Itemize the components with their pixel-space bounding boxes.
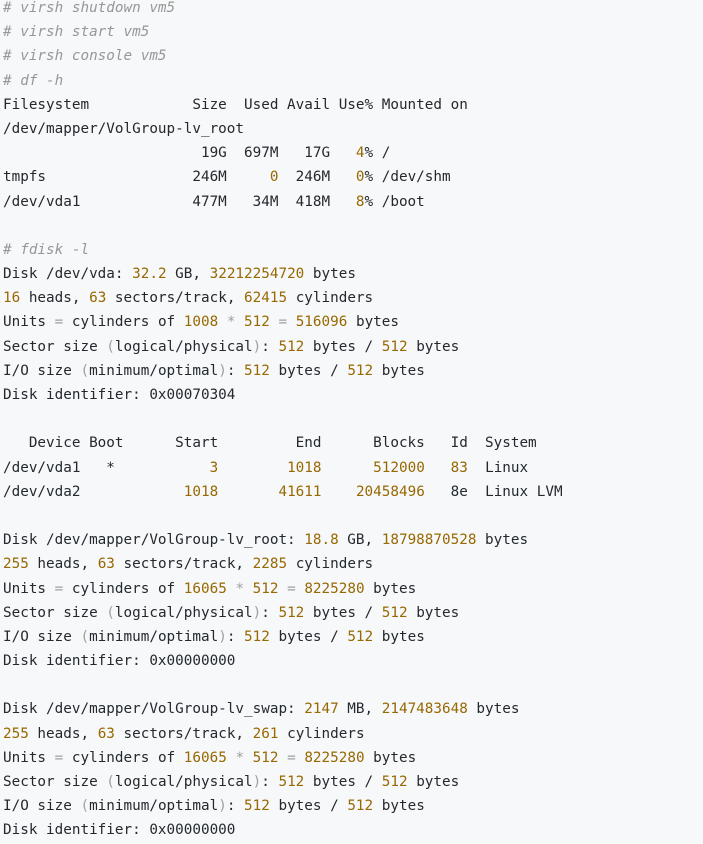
code-line xyxy=(3,69,703,93)
code-text: % / xyxy=(364,145,391,162)
code-line xyxy=(3,44,703,68)
code-number: 2147483648 xyxy=(381,701,468,718)
code-text: GB, xyxy=(338,532,382,549)
code-line xyxy=(3,262,703,286)
code-text: bytes xyxy=(407,774,460,790)
code-text: : xyxy=(261,774,279,790)
code-text: cylinders xyxy=(287,290,374,307)
code-operator: ( xyxy=(80,798,90,815)
code-text: Device Boot Start End Blocks Id System xyxy=(3,435,537,452)
code-comment: # virsh console vm5 xyxy=(3,48,167,65)
code-comment: # df -h xyxy=(3,72,64,89)
code-number: 1018 xyxy=(183,483,219,500)
code-number: 512 xyxy=(244,628,270,645)
code-number: 2285 xyxy=(252,556,288,573)
code-line xyxy=(3,456,703,480)
code-number: 16 xyxy=(3,290,21,307)
code-operator: = xyxy=(54,580,64,597)
code-operator: ) xyxy=(218,628,227,645)
code-number: 512 xyxy=(278,338,305,355)
code-text: 19G 697M 17G xyxy=(3,145,356,162)
code-text: sectors/track, xyxy=(114,556,253,573)
code-text: GB, xyxy=(166,266,210,283)
code-number: 32212254720 xyxy=(209,266,305,283)
code-line xyxy=(3,238,703,262)
code-text xyxy=(218,460,287,476)
code-number: 3 xyxy=(209,459,219,476)
code-text: : xyxy=(226,362,245,379)
code-line xyxy=(3,601,703,625)
code-number: 41611 xyxy=(278,483,322,500)
code-text: Sector size xyxy=(3,604,107,621)
code-operator: ( xyxy=(106,338,115,355)
code-comment: # virsh start vm5 xyxy=(3,24,150,41)
code-text: bytes xyxy=(364,749,417,766)
code-text: bytes xyxy=(373,798,425,815)
code-text xyxy=(278,581,287,597)
code-text: heads, xyxy=(28,556,98,573)
code-text: % /dev/shm xyxy=(364,169,451,186)
code-text: sectors/track, xyxy=(106,290,245,307)
code-text: logical/physical xyxy=(114,338,253,355)
blank-line xyxy=(3,504,703,528)
code-text: /dev/mapper/VolGroup-lv_root xyxy=(3,120,245,137)
code-number: 16065 xyxy=(183,580,227,597)
code-number: 512 xyxy=(244,362,270,379)
code-text: 8e Linux LVM xyxy=(424,483,563,500)
code-text: logical/physical xyxy=(114,774,253,790)
code-lines xyxy=(3,0,703,843)
code-line xyxy=(3,649,703,673)
code-line xyxy=(3,722,703,746)
code-text: bytes / xyxy=(304,604,382,621)
code-text: bytes xyxy=(476,532,529,549)
code-number: 8225280 xyxy=(304,580,365,597)
code-line xyxy=(3,359,703,383)
code-number: 512 xyxy=(244,798,270,815)
code-number: 512 xyxy=(244,314,270,331)
code-line xyxy=(3,286,703,310)
code-operator: ) xyxy=(252,604,262,621)
code-line xyxy=(3,431,703,455)
code-text: Sector size xyxy=(3,338,107,355)
code-number: 0 xyxy=(355,169,365,186)
code-number: 512 xyxy=(381,604,408,621)
code-number: 63 xyxy=(97,556,115,573)
code-operator: * xyxy=(226,314,236,331)
code-text: Disk /dev/mapper/VolGroup-lv_root: xyxy=(3,532,305,549)
code-text xyxy=(425,460,451,476)
code-line xyxy=(3,190,703,214)
code-line xyxy=(3,746,703,770)
code-number: 512 xyxy=(381,338,408,355)
code-text: MB, xyxy=(338,701,382,718)
code-operator: ( xyxy=(80,362,90,379)
code-operator: ( xyxy=(106,774,115,790)
code-number: 8225280 xyxy=(304,749,365,766)
code-text: : xyxy=(226,798,245,815)
code-text: Units xyxy=(3,749,55,766)
code-text: Disk identifier: 0x00070304 xyxy=(3,387,236,403)
code-number: 4 xyxy=(355,145,365,162)
code-line xyxy=(3,528,703,552)
code-text: bytes xyxy=(347,314,400,331)
code-text: cylinders of xyxy=(63,580,184,597)
code-line xyxy=(3,480,703,504)
code-line xyxy=(3,117,703,141)
code-operator: ) xyxy=(252,338,262,355)
code-operator: = xyxy=(54,314,64,331)
code-text: bytes xyxy=(373,628,425,645)
code-number: 83 xyxy=(450,459,468,476)
code-operator: = xyxy=(278,314,288,331)
blank-line xyxy=(3,214,703,238)
code-number: 63 xyxy=(89,290,107,307)
code-text: : xyxy=(226,628,245,645)
code-number: 512 xyxy=(252,749,279,766)
code-text: sectors/track, xyxy=(114,725,253,742)
code-text: bytes xyxy=(304,266,356,283)
code-text: : xyxy=(261,338,279,355)
code-line xyxy=(3,577,703,601)
code-text: I/O size xyxy=(3,362,81,379)
blank-line xyxy=(3,407,703,431)
code-text: /dev/vda1 477M 34M 418M xyxy=(3,193,356,210)
code-text: tmpfs 246M xyxy=(3,169,270,186)
code-text xyxy=(287,314,296,330)
code-text: Units xyxy=(3,314,55,331)
code-number: 516096 xyxy=(295,314,348,331)
code-text xyxy=(244,581,253,597)
code-text: heads, xyxy=(28,725,98,742)
code-number: 512 xyxy=(278,774,305,790)
code-text: Linux xyxy=(467,459,529,476)
code-operator: * xyxy=(235,580,245,597)
code-text: /dev/vda1 * xyxy=(3,459,210,476)
code-number: 1018 xyxy=(287,459,322,476)
code-text: cylinders of xyxy=(63,314,184,331)
code-text: Disk /dev/mapper/VolGroup-lv_swap: xyxy=(3,701,305,718)
code-number: 261 xyxy=(252,725,279,742)
code-line xyxy=(3,141,703,165)
code-line xyxy=(3,697,703,721)
code-number: 20458496 xyxy=(355,483,425,500)
code-number: 512 xyxy=(252,580,279,597)
code-number: 512 xyxy=(278,604,305,621)
code-number: 18.8 xyxy=(304,532,339,549)
code-text xyxy=(235,314,244,330)
code-number: 255 xyxy=(3,556,29,573)
code-number: 8 xyxy=(355,193,365,210)
code-operator: ) xyxy=(252,774,262,790)
code-comment: # fdisk -l xyxy=(3,241,90,258)
code-text: Units xyxy=(3,580,55,597)
code-text: minimum/optimal xyxy=(89,798,219,815)
code-text xyxy=(244,750,253,766)
code-line xyxy=(3,310,703,334)
code-number: 1008 xyxy=(183,314,219,331)
code-text: bytes / xyxy=(304,774,382,790)
code-text xyxy=(322,484,356,500)
code-text: Disk identifier: 0x00000000 xyxy=(3,653,236,670)
code-operator: ) xyxy=(218,798,227,815)
code-text xyxy=(218,314,227,330)
code-line xyxy=(3,818,703,842)
code-text: I/O size xyxy=(3,628,81,645)
code-line xyxy=(3,552,703,576)
code-text: logical/physical xyxy=(114,604,253,621)
code-text: bytes / xyxy=(269,628,348,645)
code-text: minimum/optimal xyxy=(89,628,219,645)
code-line xyxy=(3,770,703,794)
code-line xyxy=(3,794,703,818)
code-text: I/O size xyxy=(3,798,81,815)
code-comment: # virsh shutdown vm5 xyxy=(3,0,176,16)
code-text: 246M xyxy=(278,169,356,186)
code-text: cylinders xyxy=(278,725,365,742)
code-text: bytes xyxy=(364,580,417,597)
code-text: Filesystem Size Used Avail Use% Mounted on xyxy=(3,96,468,113)
code-text: Disk identifier: 0x00000000 xyxy=(3,822,236,839)
code-text: % /boot xyxy=(364,193,425,210)
code-text: /dev/vda2 xyxy=(3,483,184,500)
code-number: 18798870528 xyxy=(381,532,477,549)
code-line xyxy=(3,0,703,20)
code-text: heads, xyxy=(20,290,90,307)
code-line xyxy=(3,383,703,407)
code-number: 62415 xyxy=(244,290,288,307)
code-number: 512000 xyxy=(373,459,425,476)
code-text: bytes / xyxy=(269,798,348,815)
code-operator: = xyxy=(287,749,296,766)
code-operator: = xyxy=(54,749,64,766)
code-line xyxy=(3,20,703,44)
code-line xyxy=(3,625,703,649)
code-number: 63 xyxy=(97,725,115,742)
code-line xyxy=(3,93,703,117)
code-text: bytes xyxy=(373,362,425,379)
code-text: bytes xyxy=(407,338,460,355)
code-operator: ) xyxy=(218,362,227,379)
code-text: : xyxy=(261,604,279,621)
code-operator: ( xyxy=(106,604,115,621)
code-number: 512 xyxy=(381,774,408,790)
code-text xyxy=(322,460,374,476)
code-text: Disk /dev/vda: xyxy=(3,266,133,283)
code-number: 255 xyxy=(3,725,29,742)
code-text: Sector size xyxy=(3,774,107,790)
code-number: 512 xyxy=(347,628,374,645)
code-operator: * xyxy=(235,749,245,766)
code-number: 2147 xyxy=(304,701,339,718)
code-text: bytes / xyxy=(269,362,348,379)
code-text: bytes xyxy=(407,604,460,621)
code-text: minimum/optimal xyxy=(89,362,219,379)
code-text: cylinders of xyxy=(63,749,184,766)
code-text: bytes / xyxy=(304,338,382,355)
code-number: 32.2 xyxy=(132,266,167,283)
code-number: 512 xyxy=(347,362,374,379)
code-operator: = xyxy=(287,580,296,597)
blank-line xyxy=(3,673,703,697)
code-number: 16065 xyxy=(183,749,227,766)
code-text xyxy=(218,484,278,500)
code-number: 512 xyxy=(347,798,374,815)
code-line xyxy=(3,335,703,359)
code-number: 0 xyxy=(269,169,279,186)
code-line xyxy=(3,165,703,189)
code-text: cylinders xyxy=(287,556,374,573)
code-text: bytes xyxy=(467,701,520,718)
code-operator: ( xyxy=(80,628,90,645)
code-text xyxy=(278,750,287,766)
